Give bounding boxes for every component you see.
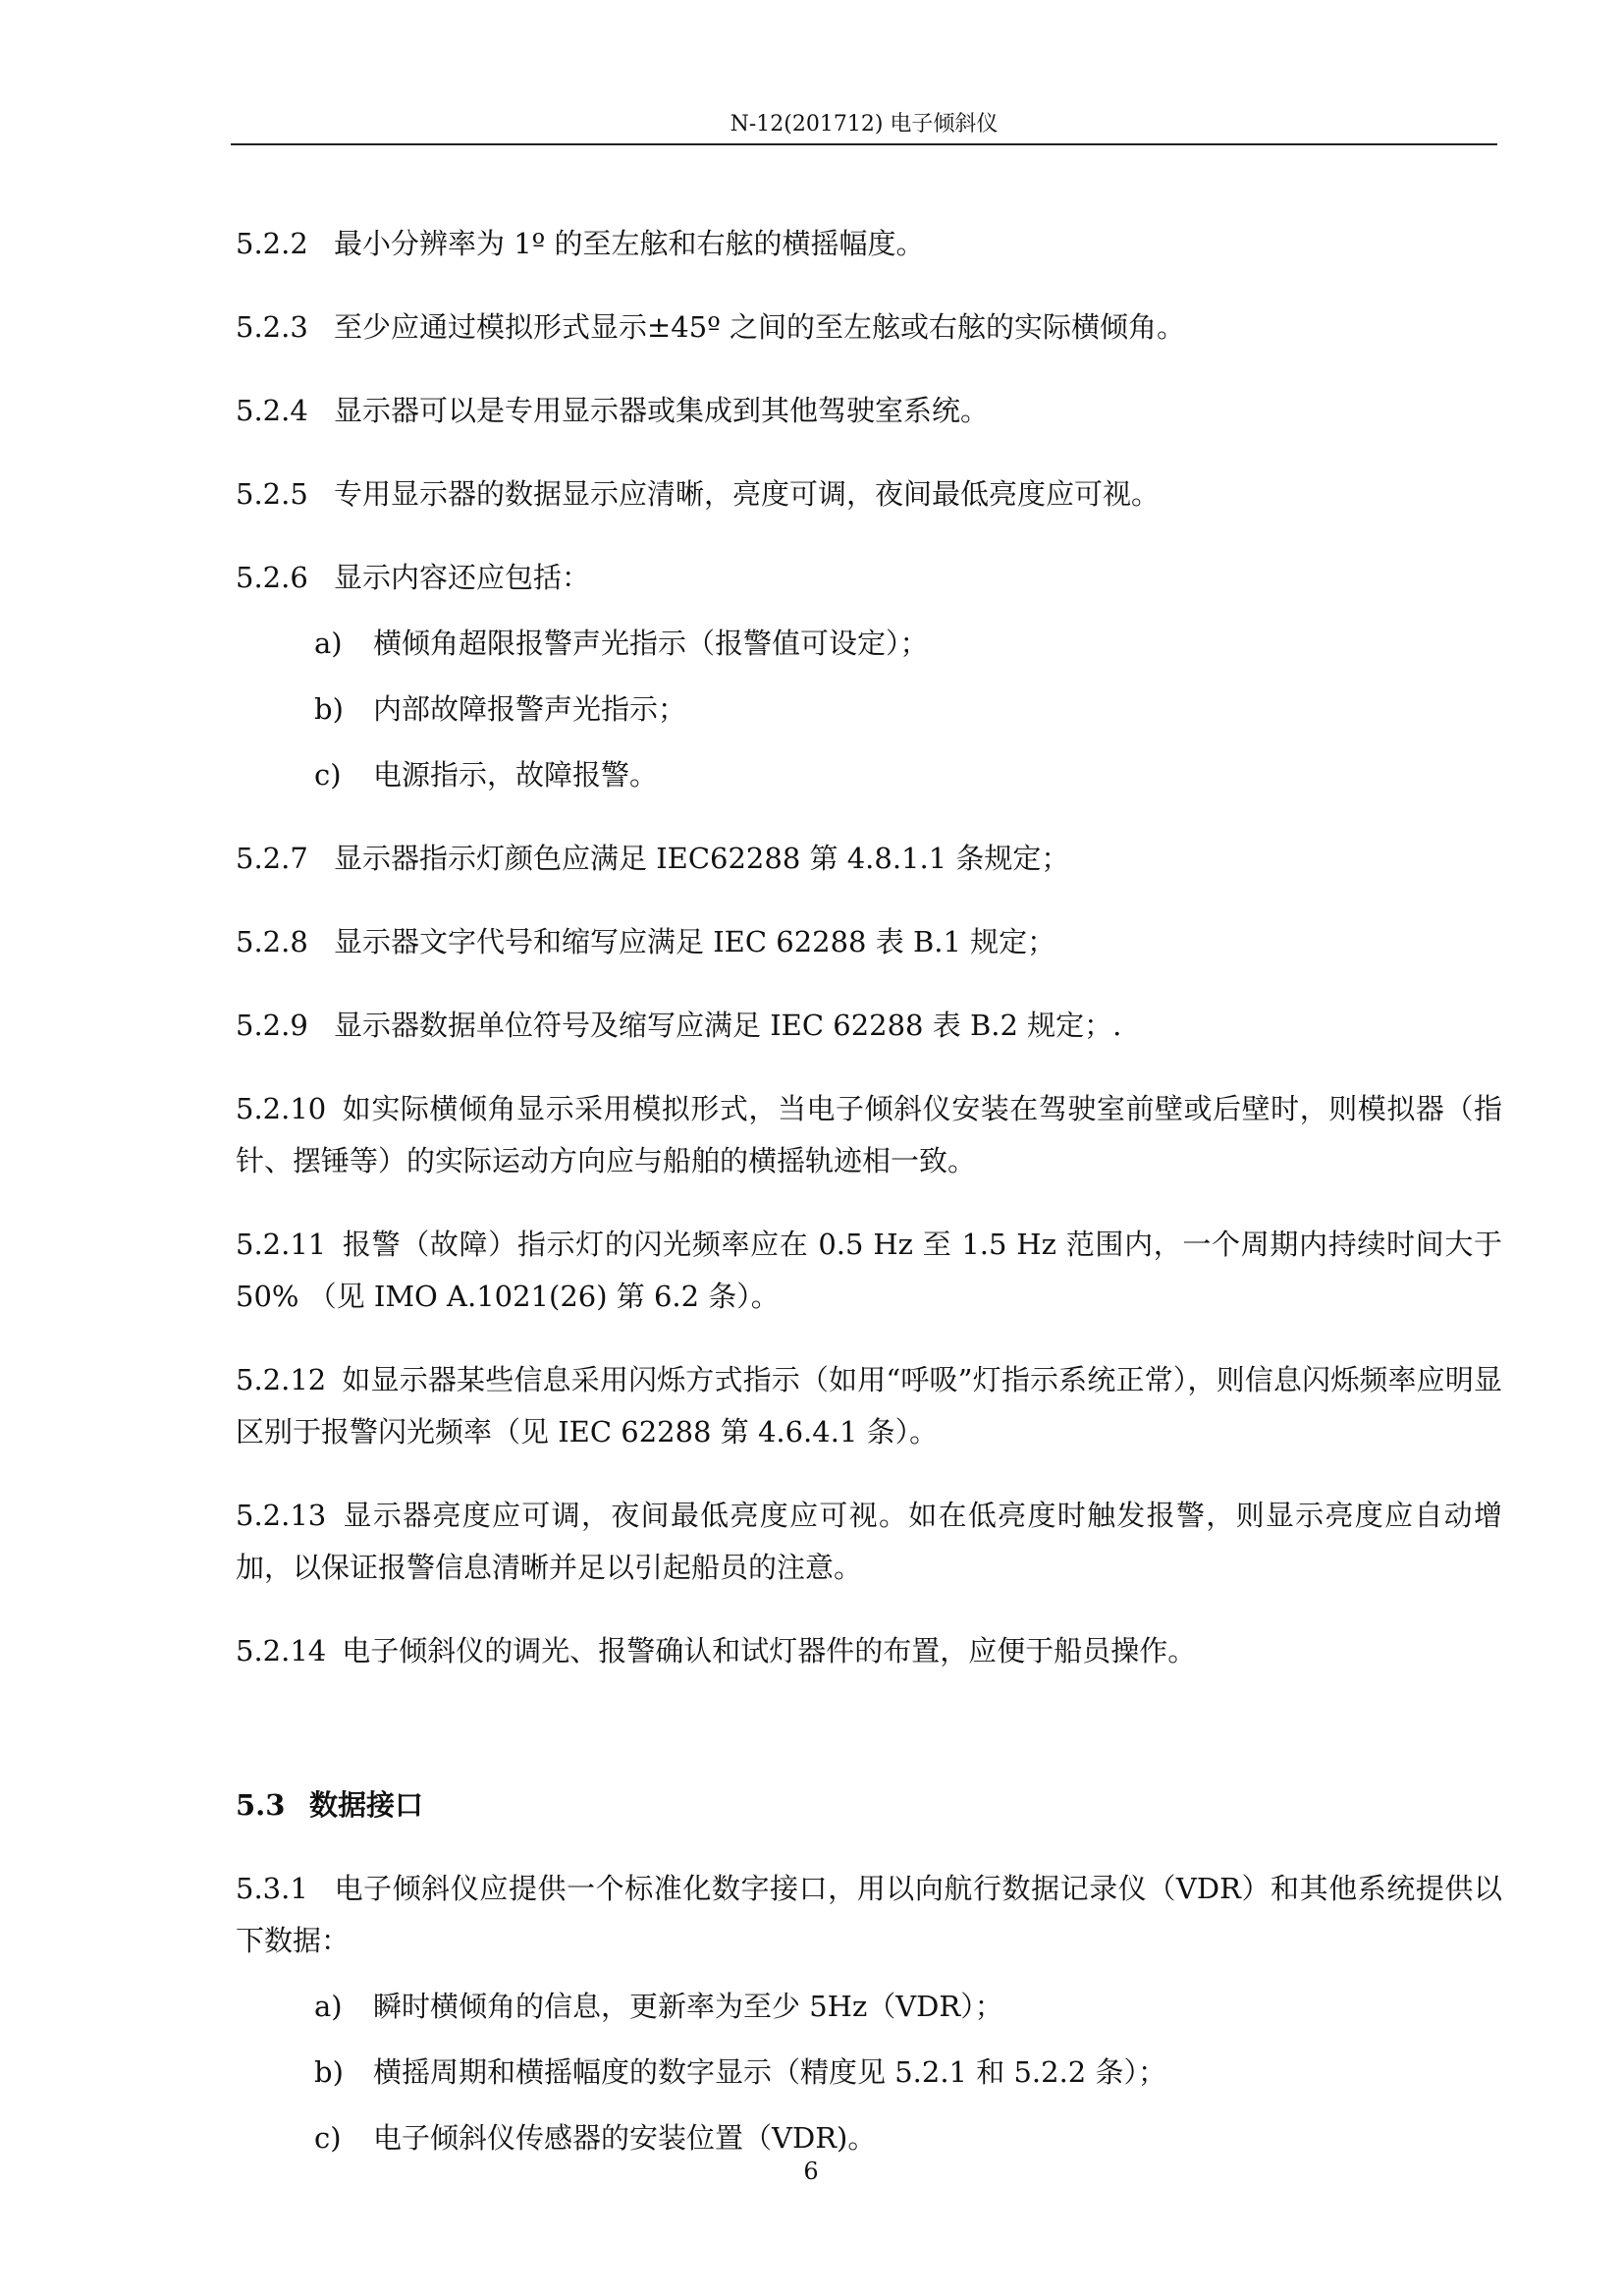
clause-5-2-4 [236,385,1502,437]
header-title: N-12(201712) 电子倾斜仪 [730,112,999,137]
clause-number: 5.2.4 [236,394,308,427]
list-marker: c) [314,2121,342,2155]
list-marker: a) [314,627,343,660]
page-number: 6 [803,2158,819,2185]
clause-text: 如实际横倾角显示采用模拟形式，当电子倾斜仪安装在驾驶室前壁或后壁时，则模拟器（指针、摆锤等）的实际运动方向应与船舶的横摇轨迹相一致。 [236,1092,1502,1177]
clause-5-2-10 [236,1083,1502,1187]
clause-5-2-8 [236,916,1502,968]
clause-number: 5.2.7 [236,842,308,875]
clause-text: 电子倾斜仪的调光、报警确认和试灯器件的布置，应便于船员操作。 [342,1634,1197,1667]
clause-5-2-9 [236,1000,1502,1052]
clause-text: 显示内容还应包括： [334,561,591,594]
clause-5-2-5 [236,468,1502,520]
list-text: 电源指示，故障报警。 [373,758,659,792]
clause-text: 显示器亮度应可调，夜间最低亮度应可视。如在低亮度时触发报警，则显示亮度应自动增加，以保证报警信息清晰并足以引起船员的注意。 [236,1499,1502,1584]
clause-number: 5.2.3 [236,310,308,344]
clause-text: 显示器可以是专用显示器或集成到其他驾驶室系统。 [334,394,990,427]
clause-number: 5.2.13 [236,1499,327,1532]
clause-text: 报警（故障）指示灯的闪光频率应在 0.5 Hz 至 1.5 Hz 范围内，一个周期内持续时间大于 50% （见 IMO A.1021(26) 第 6.2 条）。 [236,1228,1502,1313]
page-header [231,110,1497,139]
clause-text: 显示器数据单位符号及缩写应满足 IEC 62288 表 B.2 规定；. [334,1009,1122,1042]
clause-text: 如显示器某些信息采用闪烁方式指示（如用“呼吸”灯指示系统正常），则信息闪烁频率应明显区别于报警闪光频率（见 IEC 62288 第 4.6.4.1 条）。 [236,1363,1502,1449]
clause-number: 5.2.6 [236,561,308,594]
section-heading-5-3 [236,1779,1502,1831]
clause-text: 专用显示器的数据显示应清晰，亮度可调，夜间最低亮度应可视。 [334,477,1161,511]
document-body [236,218,1502,2196]
list-marker: a) [314,1990,343,2023]
clause-text: 电子倾斜仪应提供一个标准化数字接口，用以向航行数据记录仪（VDR）和其他系统提供以下数据： [236,1872,1502,1957]
clause-5-2-14 [236,1625,1502,1677]
list-item [314,1981,1502,2033]
clause-number: 5.2.10 [236,1092,327,1125]
list-marker: b) [314,692,344,726]
clause-number: 5.2.5 [236,477,308,511]
clause-number: 5.2.8 [236,925,308,958]
clause-5-2-11 [236,1219,1502,1323]
clause-number: 5.2.12 [236,1363,327,1396]
clause-number: 5.3.1 [236,1872,308,1905]
clause-5-2-2 [236,218,1502,270]
clause-5-2-12 [236,1354,1502,1458]
list-marker: b) [314,2055,344,2089]
list-text: 电子倾斜仪传感器的安装位置（VDR)。 [373,2121,877,2155]
list-item [314,618,1502,670]
list-text: 横倾角超限报警声光指示（报警值可设定）； [373,627,929,660]
clause-number: 5.2.14 [236,1634,327,1667]
section-title-text: 数据接口 [309,1788,424,1822]
clause-text: 至少应通过模拟形式显示±45º 之间的至左舷或右舷的实际横倾角。 [334,310,1186,344]
clause-5-2-3 [236,301,1502,354]
clause-text: 最小分辨率为 1º 的至左舷和右舷的横摇幅度。 [334,227,925,260]
list-marker: c) [314,758,342,792]
clause-5-3-1 [236,1863,1502,1967]
list-item [314,2047,1502,2099]
clause-5-2-7 [236,833,1502,885]
section-number: 5.3 [236,1788,286,1822]
list-text: 内部故障报警声光指示； [373,692,687,726]
clause-number: 5.2.9 [236,1009,308,1042]
clause-5-2-13 [236,1490,1502,1594]
clause-text: 显示器文字代号和缩写应满足 IEC 62288 表 B.1 规定； [334,925,1056,958]
clause-5-2-6 [236,552,1502,604]
list-item [314,683,1502,736]
clause-number: 5.2.11 [236,1228,327,1261]
list-text: 瞬时横倾角的信息，更新率为至少 5Hz（VDR）； [373,1990,1003,2023]
list-item [314,749,1502,801]
clause-text: 显示器指示灯颜色应满足 IEC62288 第 4.8.1.1 条规定； [334,842,1070,875]
clause-number: 5.2.2 [236,227,308,260]
list-text: 横摇周期和横摇幅度的数字显示（精度见 5.2.1 和 5.2.2 条）； [373,2055,1166,2089]
header-rule [231,143,1497,145]
